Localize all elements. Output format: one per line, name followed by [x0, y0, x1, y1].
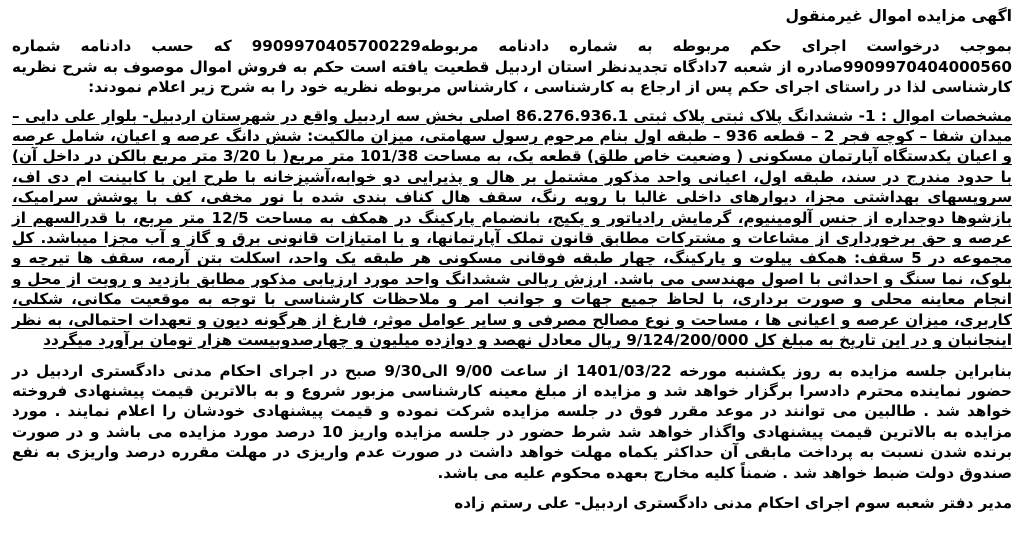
paragraph-gap [12, 98, 1012, 106]
notice-title: اگهی مزایده اموال غیرمنقول [785, 7, 1012, 25]
paragraph-gap [12, 351, 1012, 361]
intro-paragraph: بموجب درخواست اجرای حکم مربوطه به شماره دادنامه مربوطه9909970405700229 که حسب دادنامه شماره 9909970404000560صادره از شعبه 7دادگاه تجدیدنظر استان اردبیل قطعیت یافته است حکم به فروش اموال موصوف به شرح نظریه کارشناسی لذا در راستای اجرای حکم پس از ارجاع به کارشناسی ، کارشناس مربوطه نظریه خود را به شرح زیر اعلام نمودند: [12, 37, 1012, 97]
auction-session-paragraph: بنابراین جلسه مزایده به روز یکشنبه مورخه 1401/03/22 از ساعت 9/00 الی9/30 صبح در اجرای احکام مدنی دادگستری اردبیل در حضور نماینده محترم دادسرا برگزار خواهد شد و مزایده از مبلغ معینه کارشناسی مزبور شروع و به بالاترین قیمت پیشنهادی فروخته خواهد شد . طالبین می توانند در موعد مقرر فوق در جلسه مزایده شرکت نموده و قیمت پیشنهادی خودشان را اعلام نمایند . مورد مزایده به بالاترین قیمت پیشنهادی واگذار خواهد شد شرط حضور در جلسه مزایده واریز 10 درصد مورد مزایده می باشد و در صورت برنده شدن نسبت به پرداخت مابقی آن حداکثر یکماه مهلت خواهد داشت در صورت عدم واریزی در مهلت مقرره درصد واریزی به نفع صندوق دولت ضبط خواهد شد . ضمناً کلیه مخارج بعهده محکوم علیه می باشد. [12, 361, 1013, 482]
signature-line: مدیر دفتر شعبه سوم اجرای احکام مدنی دادگستری اردبیل- علی رستم زاده [454, 493, 1012, 512]
auction-notice-document [12, 6, 1012, 547]
paragraph-gap [12, 483, 1012, 493]
property-description-paragraph: مشخصات اموال : 1- ششدانگ پلاک ثبتی پلاک ثبتی 86.276.936.1 اصلی بخش سه اردبیل واقع در شهرستان اردبیل- بلوار علی دایی – میدان شفا – کوچه فجر 2 – قطعه 936 – طبقه اول بنام مرحوم رسول سهامتی، میزان مالکیت: شش دانگ عرصه و اعیان، شامل عرصه و اعیان یکدستگاه آپارتمان مسکونی ( وضعیت خاص طلق) قطعه یک، به مساحت 101/38 متر مربع( با 3/20 متر مربع بالکن در داخل آن) با حدود مندرج در سند، طبقه اول، اعیانی واحد مذکور مشتمل بر هال و پذیرایی دو خوابه،آشپزخانه با طرح این با کابینت ام دی اف، سرویسهای بهداشتی مجزا، دیوارهای داخلی غالبا با رویه رنگ، سقف هال کناف بندی شده با نور مخفی، کف با پوشش سرامیک، بازشوها دوجداره از جنس آلومینیوم، گرمایش رادیاتور و پکیج، بانضمام پارکینگ در همکف به مساحت 12/5 متر مربع، با قدرالسهم از عرصه و حق برخورداری از مشاعات و مشترکات مطابق قانون تملک آپارتمانها، و با امتیازات قانونی برق و گاز و آب مجزا میباشد. کل مجموعه در 5 سقف: همکف پیلوت و پارکینگ، چهار طبقه فوقانی مسکونی هر طبقه یک واحد، اسکلت بتن آرمه، سقف ها تیرچه و بلوک، نما سنگ و احداثی با اصول مهندسی می باشد. ارزش ریالی ششدانگ واحد مورد ارزیابی مذکور مطابق بازدید و رویت از محل و انجام معاینه محلی و صورت برداری، با لحاظ جمیع جهات و جوانب امر و ملاحظات کارشناسی با توجه به موقعیت مکانی، شکلی، کاربری، میزان عرصه و اعیانی ها ، مساحت و نوع مصالح مصرفی و سایر عوامل موثر، فارغ از هرگونه دیون و تعهدات احتمالی، به نظر اینجانبان و در این تاریخ به مبلغ کل 9/124/200/000 ریال معادل نهصد و دوازده میلیون و چهارصدوبیست هزار تومان برآورد میگردد [12, 106, 1013, 350]
